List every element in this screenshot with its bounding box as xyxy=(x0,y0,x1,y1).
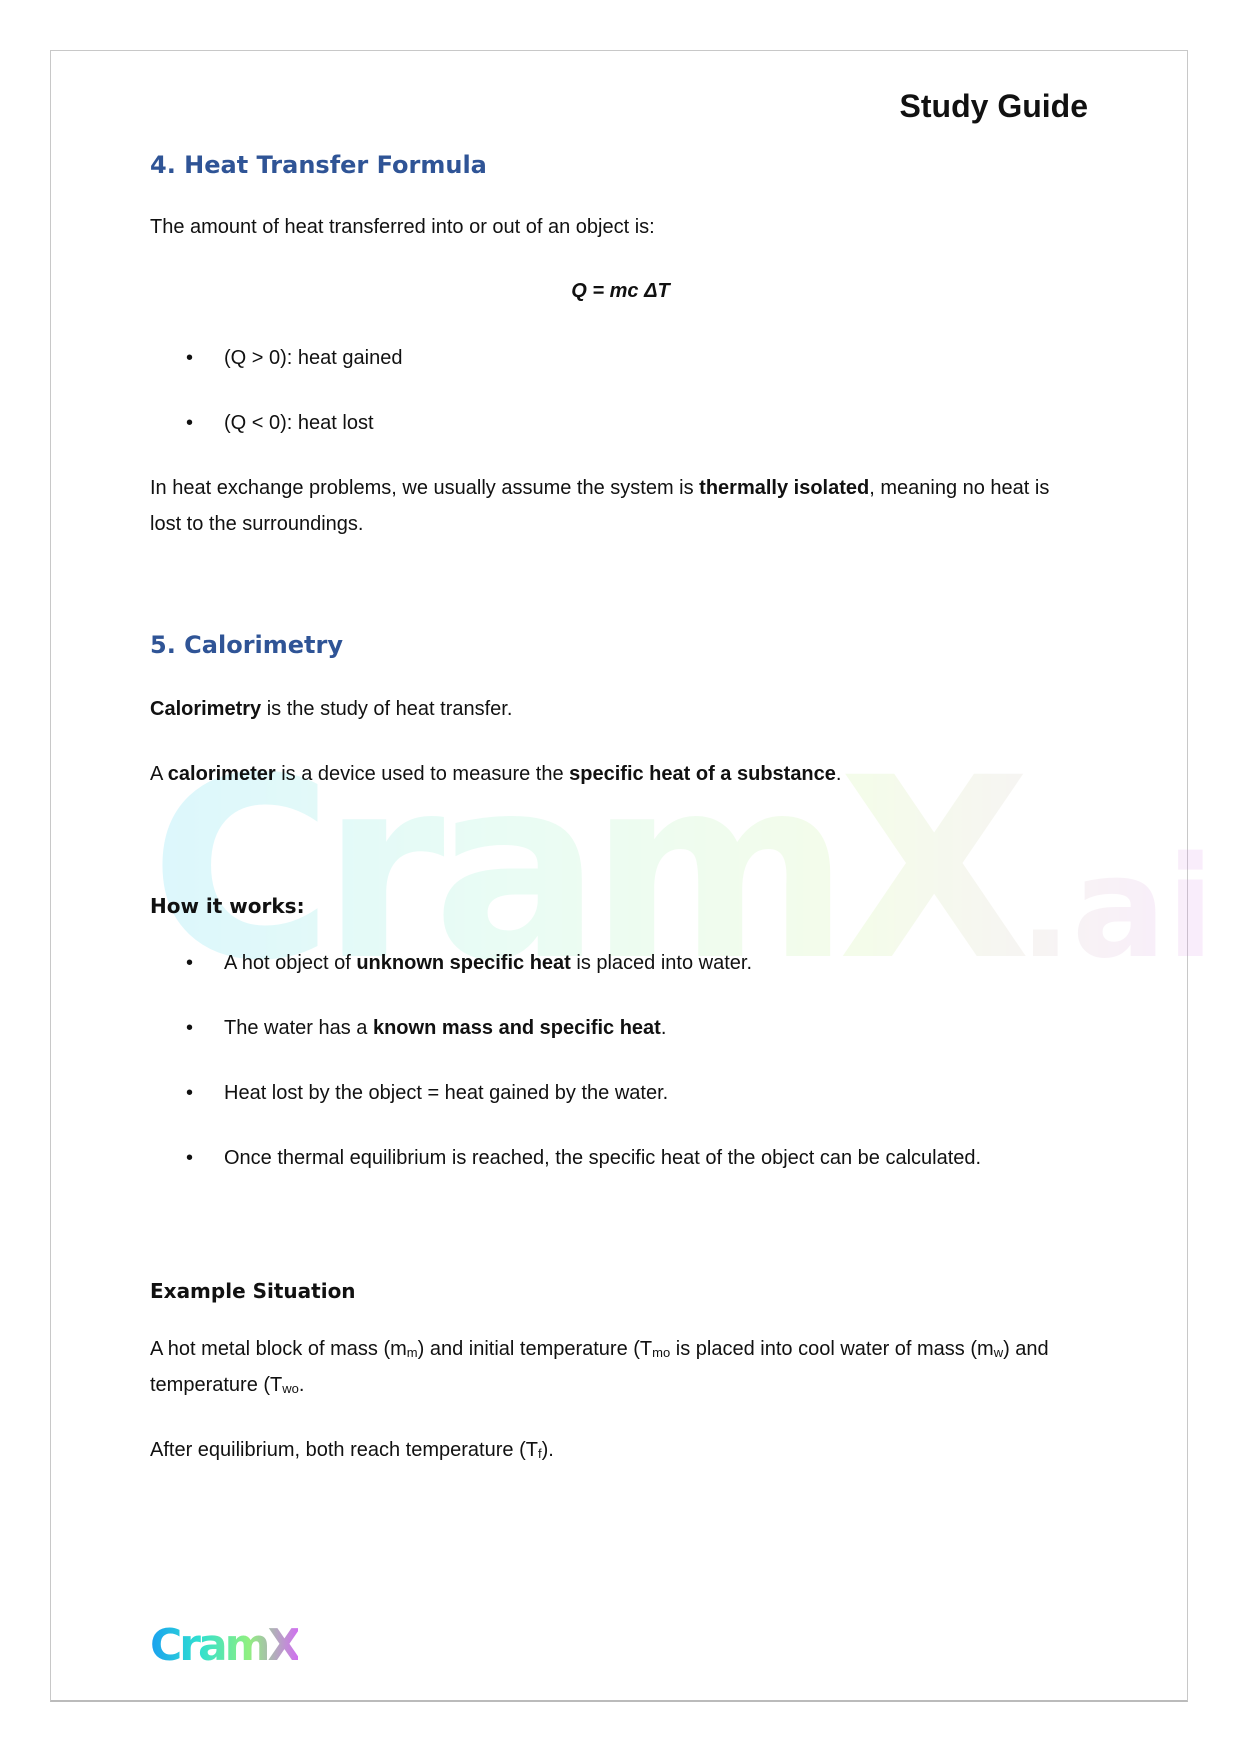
how-it-works-heading: How it works: xyxy=(150,894,305,918)
paragraph: After equilibrium, both reach temperature $(T_f)$. xyxy=(150,1439,554,1461)
list-item: (Q < 0): heat lost xyxy=(224,412,374,434)
list-item: The water has a known mass and specific heat. xyxy=(224,1017,667,1039)
list-item: (Q > 0): heat gained xyxy=(224,347,403,369)
formula: Q = mc ΔT xyxy=(571,280,670,302)
example-heading: Example Situation xyxy=(150,1279,356,1303)
bullet-icon: • xyxy=(186,412,194,434)
intro-text: The amount of heat transferred into or out of an object is: xyxy=(150,216,655,238)
bullet-icon: • xyxy=(186,347,194,369)
bullet-icon: • xyxy=(186,1147,194,1169)
list-item: Heat lost by the object = heat gained by the water. xyxy=(224,1082,669,1104)
paragraph: A hot metal block of mass $(m_m)$ and initial temperature ($T_{mo}$ is placed into cool water of mass $(m_w)$ and xyxy=(150,1338,1049,1360)
watermark: CramX.ai xyxy=(150,724,1215,1015)
paragraph: A calorimeter is a device used to measure the specific heat of a substance. xyxy=(150,763,842,785)
paragraph: Calorimetry is the study of heat transfer. xyxy=(150,698,513,720)
cramx-logo: CramX xyxy=(150,1620,299,1671)
paragraph: In heat exchange problems, we usually assume the system is thermally isolated, meaning no heat is xyxy=(150,477,1050,499)
bullet-icon: • xyxy=(186,952,194,974)
list-item: Once thermal equilibrium is reached, the specific heat of the object can be calculated. xyxy=(224,1147,982,1169)
paragraph-line2: lost to the surroundings. xyxy=(150,513,364,535)
bullet-icon: • xyxy=(186,1017,194,1039)
section-4-heading: 4. Heat Transfer Formula xyxy=(150,151,487,179)
page-header-title: Study Guide xyxy=(899,88,1088,124)
bullet-icon: • xyxy=(186,1082,194,1104)
list-item: A hot object of unknown specific heat is placed into water. xyxy=(224,952,753,974)
paragraph-line2: temperature ($T_{wo}$. xyxy=(150,1374,305,1396)
section-5-heading: 5. Calorimetry xyxy=(150,631,343,659)
